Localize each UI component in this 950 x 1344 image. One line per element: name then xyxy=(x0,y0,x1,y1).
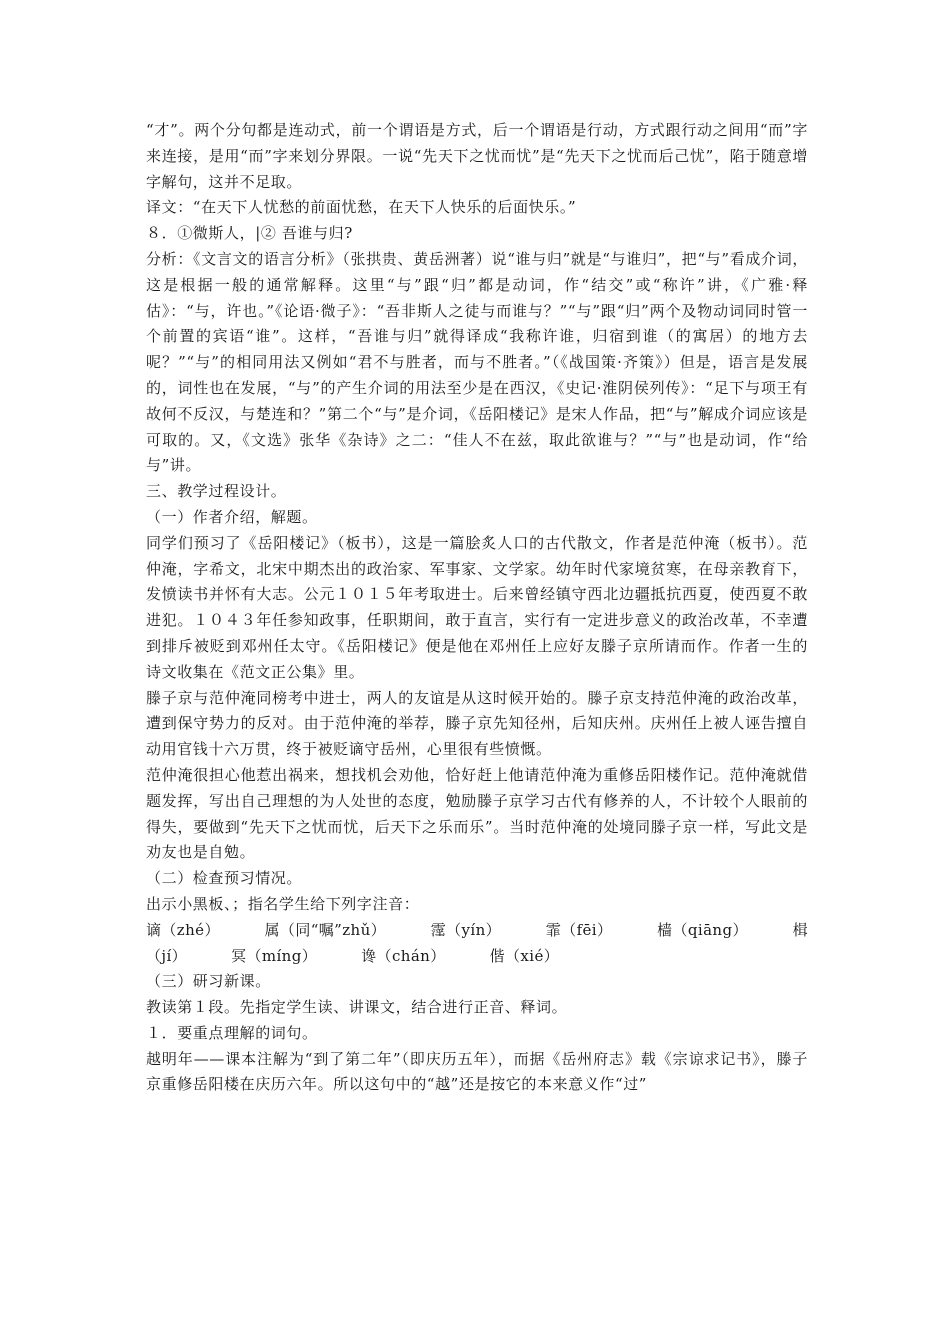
paragraph-key-words: １．要重点理解的词句。 xyxy=(146,1023,318,1042)
pinyin-item: 偕（xié） xyxy=(489,946,560,965)
pinyin-item: 属（同“嘱”zhǔ） xyxy=(264,920,387,939)
paragraph-item-8: ８．①微斯人，|② 吾谁与归? xyxy=(146,224,353,243)
pinyin-item: 霏（fēi） xyxy=(545,920,613,939)
paragraph-yue-ming-nian: 越明年——课本注解为“到了第二年”（即庆历五年），而据《岳州府志》载《宗谅求记书》，滕子京重修岳阳楼在庆历六年。所以这句中的“越”还是按它的本来意义作“过” xyxy=(146,1049,808,1094)
pinyin-line-1 xyxy=(146,918,808,944)
paragraph-1: “才”。两个分句都是连动式，前一个谓语是方式，后一个谓语是行动，方式跟行动之间用“而”字来连接，是用“而”字来划分界限。一说“先天下之忧而忧”是“先天下之忧而后己忧”，陷于随意增字解句，这并不足取。 xyxy=(146,121,808,191)
paragraph-teng-zijing: 滕子京与范仲淹同榜考中进士，两人的友谊是从这时候开始的。滕子京支持范仲淹的政治改革，遭到保守势力的反对。由于范仲淹的举荐，滕子京先知径州，后知庆州。庆州任上被人诬告擅自动用官钱十六万贯，终于被贬谪守岳州，心里很有些愤慨。 xyxy=(146,688,808,759)
document-page xyxy=(146,118,808,1098)
paragraph-fan-zhongyan: 范仲淹很担心他惹出祸来，想找机会劝他，恰好赶上他请范仲淹为重修岳阳楼作记。范仲淹就借题发挥，写出自己理想的为人处世的态度，勉励滕子京学习古代有修养的人，不计较个人眼前的得失，要做到“先天下之忧而忧，后天下之乐而乐”。当时范仲淹的处境同滕子京一样，写此文是劝友也是自勉。 xyxy=(146,765,808,862)
paragraph-analysis: 分析：《文言文的语言分析》（张拱贵、黄岳洲著）说“谁与归”就是“与谁归”，把“与”看成介词，这是根据一般的通常解释。这里“与”跟“归”都是动词，作“结交”或“称许”讲，《广雅·释估》：“与，许也。”《论语·微子》：“吾非斯人之徒与而谁与？”“与”跟“归”两个及物动词同时管一个前置的宾语“谁”。这样，“吾谁与归”就得译成“我称许谁，归宿到谁（的寓居）的地方去呢？”“与”的相同用法又例如“君不与胜者，而与不胜者。”（《战国策·齐策》）但是，语言是发展的，词性也在发展，“与”的产生介词的用法至少是在西汉，《史记·淮阴侯列传》：“足下与项王有故何不反汉，与楚连和？”第二个“与”是介词，《岳阳楼记》是宋人作品，把“与”解成介词应该是可取的。又，《文选》张华《杂诗》之二：“佳人不在兹，取此欲谁与？”“与”也是动词，作“给与”讲。 xyxy=(146,249,808,475)
pinyin-item: 冥（míng） xyxy=(231,946,318,965)
pinyin-item: 谗（chán） xyxy=(361,946,446,965)
subsection-heading-3: （三）研习新课。 xyxy=(146,972,271,991)
paragraph-reading: 教读第１段。先指定学生读、讲课文，结合进行正音、释词。 xyxy=(146,998,568,1017)
pinyin-item: 楫 xyxy=(792,920,808,939)
pinyin-line-2 xyxy=(146,944,808,970)
paragraph-blackboard: 出示小黑板、；指名学生给下列字注音： xyxy=(146,894,420,913)
paragraph-translation: 译文：“在天下人忧愁的前面忧愁，在天下人快乐的后面快乐。” xyxy=(146,198,577,217)
pinyin-item: 谪（zhé） xyxy=(146,920,220,939)
pinyin-item: 霪（yín） xyxy=(430,920,502,939)
subsection-heading-2: （二）检查预习情况。 xyxy=(146,869,303,888)
paragraph-author-intro: 同学们预习了《岳阳楼记》（板书），这是一篇脍炙人口的古代散文，作者是范仲淹（板书）。范仲淹，字希文，北宋中期杰出的政治家、军事家、文学家。幼年时代家境贫寒，在母亲教育下，发愤读书并怀有大志。公元１０１５年考取进士。后来曾经镇守西北边疆抵抗西夏，使西夏不敢进犯。１０４３年任参知政事，任职期间，敢于直言，实行有一定进步意义的政治改革，不幸遭到排斥被贬到邓州任太守。《岳阳楼记》便是他在邓州任上应好友滕子京所请而作。作者一生的诗文收集在《范文正公集》里。 xyxy=(146,533,808,681)
pinyin-item: （jí） xyxy=(146,946,188,965)
section-heading-3: 三、教学过程设计。 xyxy=(146,482,287,501)
subsection-heading-1: （一）作者介绍，解题。 xyxy=(146,507,318,526)
pinyin-item: 樯（qiāng） xyxy=(657,920,748,939)
